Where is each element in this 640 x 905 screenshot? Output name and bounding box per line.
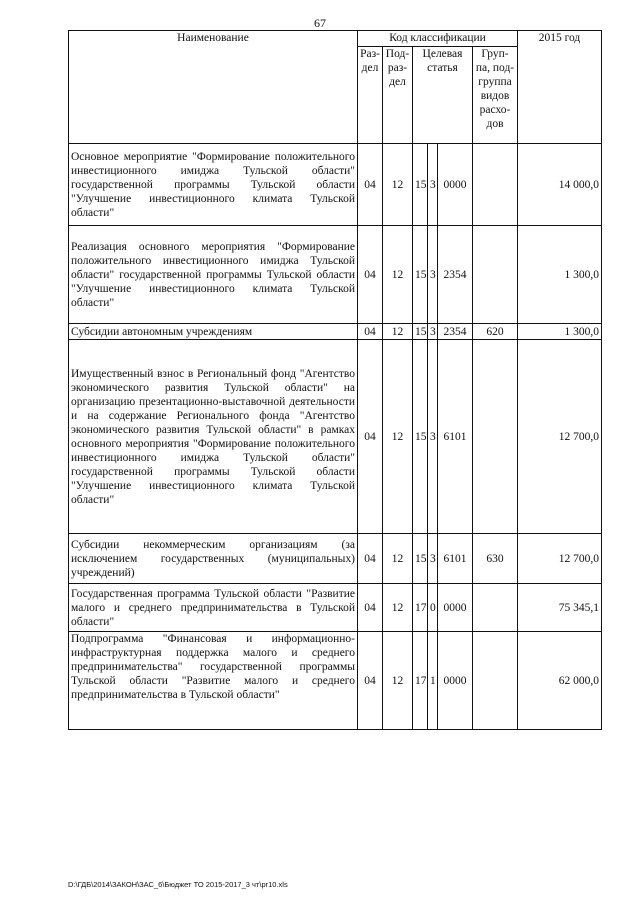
table-row bbox=[69, 534, 602, 584]
row-name: Государственная программа Тульской области "Развитие малого и среднего предпринимательства в Тульской области" bbox=[69, 584, 358, 632]
row-target-direction: 2354 bbox=[438, 226, 473, 324]
row-target-direction: 0000 bbox=[438, 584, 473, 632]
row-target-direction: 2354 bbox=[438, 324, 473, 340]
row-section: 04 bbox=[358, 144, 383, 226]
table-row bbox=[69, 584, 602, 632]
row-target-subprogram: 3 bbox=[428, 340, 438, 534]
row-name: Реализация основного мероприятия "Формирование положительного инвестиционного имиджа Тульской области" государственной программы Тульской области "Улучшение инвестиционного климата Тульской области" bbox=[69, 226, 358, 324]
row-target-program: 15 bbox=[413, 324, 428, 340]
row-section: 04 bbox=[358, 226, 383, 324]
row-target-program: 15 bbox=[413, 340, 428, 534]
row-expense-group bbox=[473, 632, 518, 730]
row-target-direction: 0000 bbox=[438, 144, 473, 226]
row-amount: 1 300,0 bbox=[518, 226, 602, 324]
row-section: 04 bbox=[358, 324, 383, 340]
row-section: 04 bbox=[358, 584, 383, 632]
header-target-article: Целевая статья bbox=[413, 47, 473, 144]
row-target-program: 15 bbox=[413, 226, 428, 324]
row-target-subprogram: 1 bbox=[428, 632, 438, 730]
row-section: 04 bbox=[358, 340, 383, 534]
row-name: Субсидии автономным учреждениям bbox=[69, 324, 358, 340]
budget-table bbox=[68, 30, 602, 730]
row-subsection: 12 bbox=[383, 226, 413, 324]
table-row bbox=[69, 632, 602, 730]
row-name: Субсидии некоммерческим организациям (за исключением государственных (муниципальных) учреждений) bbox=[69, 534, 358, 584]
row-subsection: 12 bbox=[383, 340, 413, 534]
row-amount: 14 000,0 bbox=[518, 144, 602, 226]
row-target-program: 17 bbox=[413, 584, 428, 632]
row-subsection: 12 bbox=[383, 324, 413, 340]
row-name: Имущественный взнос в Региональный фонд "Агентство экономического развития Тульской области" на организацию презентационно-выставочной деятельности и на содержание Регионального фонда "Агентство экономического развития Тульской области" в рамках основного мероприятия "Формирование положительного инвестиционного имиджа Тульской области" государственной программы Тульской области "Улучшение инвестиционного климата Тульской области" bbox=[69, 340, 358, 534]
row-target-subprogram: 0 bbox=[428, 584, 438, 632]
row-expense-group bbox=[473, 144, 518, 226]
page-number: 67 bbox=[314, 16, 326, 30]
row-amount: 12 700,0 bbox=[518, 340, 602, 534]
header-name: Наименование bbox=[69, 31, 358, 144]
row-expense-group bbox=[473, 340, 518, 534]
row-expense-group bbox=[473, 226, 518, 324]
row-target-subprogram: 3 bbox=[428, 534, 438, 584]
row-name: Основное мероприятие "Формирование положительного инвестиционного имиджа Тульской области" государственной программы Тульской области "Улучшение инвестиционного климата Тульской области" bbox=[69, 144, 358, 226]
row-name: Подпрограмма "Финансовая и информационно-инфраструктурная поддержка малого и среднего предпринимательства" государственной программы Тульской области "Развитие малого и среднего предпринимательства в Тульской области" bbox=[69, 632, 358, 730]
row-section: 04 bbox=[358, 632, 383, 730]
row-section: 04 bbox=[358, 534, 383, 584]
table-row bbox=[69, 144, 602, 226]
row-expense-group bbox=[473, 584, 518, 632]
row-target-direction: 0000 bbox=[438, 632, 473, 730]
row-expense-group: 630 bbox=[473, 534, 518, 584]
header-expense-group: Груп- па, под- группа видов расхо- дов bbox=[473, 47, 518, 144]
file-path-footer: D:\ГДБ\2014\ЗАКОН\ЗАС_6\Бюджет ТО 2015-2017_3 чт\pr10.xls bbox=[68, 880, 288, 889]
row-target-program: 15 bbox=[413, 534, 428, 584]
row-expense-group: 620 bbox=[473, 324, 518, 340]
table-row bbox=[69, 324, 602, 340]
header-section: Раз- дел bbox=[358, 47, 383, 144]
header-subsection: Под- раз- дел bbox=[383, 47, 413, 144]
header-classification-code: Код классификации bbox=[358, 31, 518, 47]
row-target-subprogram: 3 bbox=[428, 226, 438, 324]
row-amount: 1 300,0 bbox=[518, 324, 602, 340]
row-target-program: 15 bbox=[413, 144, 428, 226]
table-body bbox=[69, 144, 602, 730]
row-subsection: 12 bbox=[383, 632, 413, 730]
table-row bbox=[69, 340, 602, 534]
row-target-subprogram: 3 bbox=[428, 144, 438, 226]
header-year: 2015 год bbox=[518, 31, 602, 144]
row-subsection: 12 bbox=[383, 534, 413, 584]
row-subsection: 12 bbox=[383, 584, 413, 632]
table-header bbox=[69, 31, 602, 144]
row-target-subprogram: 3 bbox=[428, 324, 438, 340]
row-amount: 75 345,1 bbox=[518, 584, 602, 632]
row-target-direction: 6101 bbox=[438, 534, 473, 584]
row-amount: 12 700,0 bbox=[518, 534, 602, 584]
row-target-program: 17 bbox=[413, 632, 428, 730]
row-amount: 62 000,0 bbox=[518, 632, 602, 730]
row-target-direction: 6101 bbox=[438, 340, 473, 534]
row-subsection: 12 bbox=[383, 144, 413, 226]
table-row bbox=[69, 226, 602, 324]
